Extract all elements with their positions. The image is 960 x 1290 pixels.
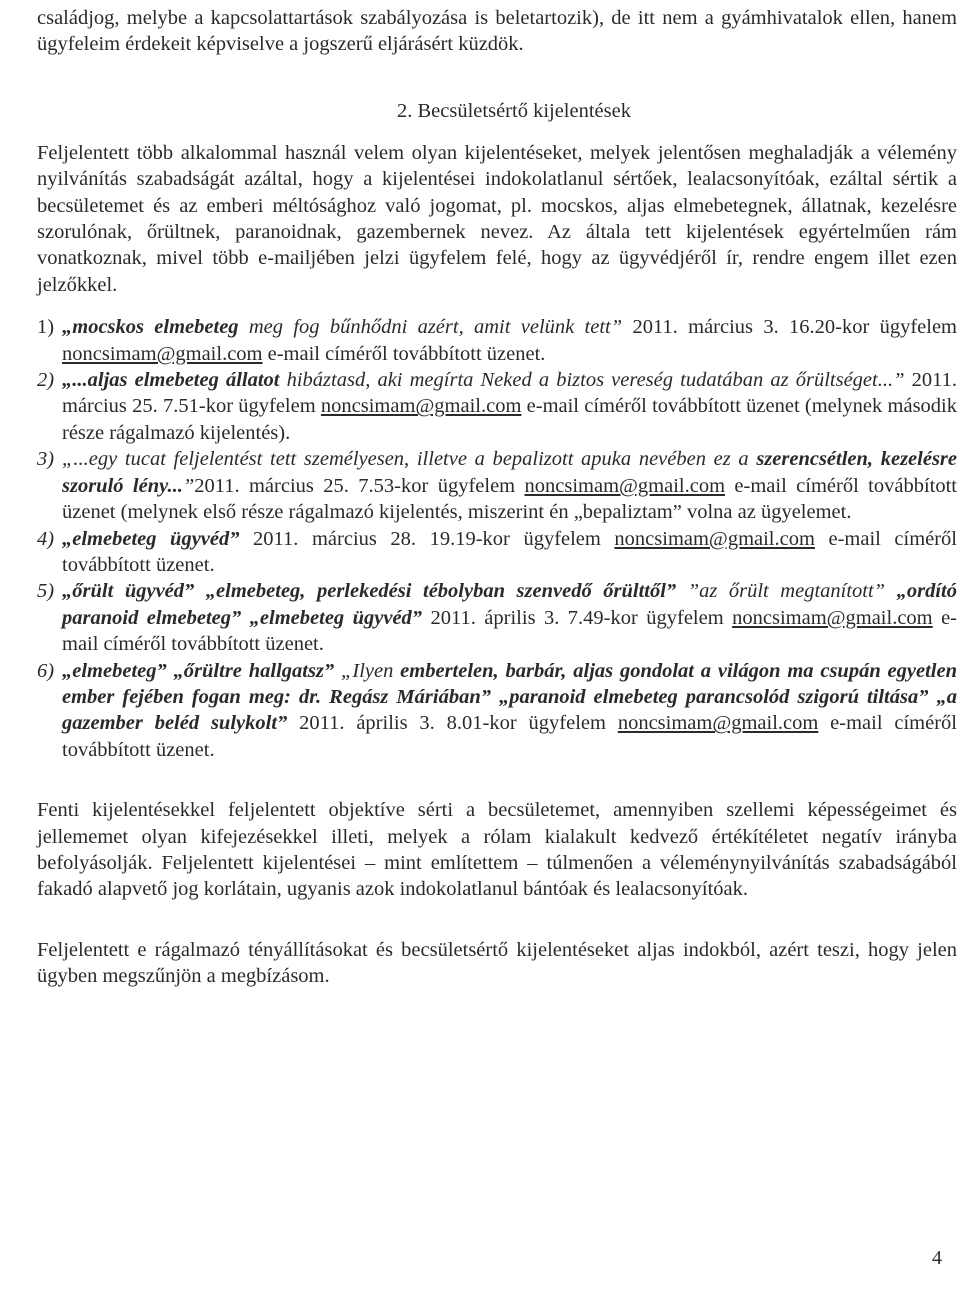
email-link[interactable]: noncsimam@gmail.com: [732, 606, 933, 629]
item-number: 4): [37, 527, 55, 550]
email-link[interactable]: noncsimam@gmail.com: [524, 474, 726, 497]
section-paragraph: Feljelentett több alkalommal használ velem olyan kijelentéseket, melyek jelentősen meghaladják a vélemény nyilvánítás szabadságát azáltal, hogy a kijelentései indokolatlanul sértőek, lealacsonyítóak, ezáltal sértik a becsületemet és az emberi méltósághoz való jogomat, pl. mocskos, aljas elmebetegnek, állatnak, kezelésre szorulónak, őrültnek, paranoidnak, gazembernek nevez. Az általa tett kijelentések egyértelműen rám vonatkoznak, mivel több e-mailjében jelzi ügyfelem felé, hogy az ügyvédjéről ír, rendre engem illet ezen jelzőkkel.: [37, 141, 957, 296]
item-text: 2011. április 3. 8.01-kor ügyfelem: [287, 712, 618, 735]
item-number: 3): [37, 448, 55, 471]
quote-bold: szerencsétlen, kezelésre szoruló lény...: [62, 448, 957, 497]
quote-bold: „...aljas elmebeteg állatot: [62, 369, 280, 392]
item-text: e-mail címéről továbbított üzenet.: [62, 712, 957, 761]
quote-text: meg fog bűnhődni azért, amit velünk tett”: [238, 316, 623, 339]
quote-bold: „mocskos elmebeteg: [62, 316, 239, 339]
closing-paragraph-1: Fenti kijelentésekkel feljelentett objektíve sérti a becsületemet, amennyiben szellemi képességeimet és jellememet olyan kifejezésekkel illeti, melyek a rólam kialakult kedvező értékítéletet negatív irányba befolyásolják. Feljelentett kijelentései – mint említettem – túlmenően a véleménynyilvánítás szabadságából fakadó alapvető jog korlátain, ugyanis azok indokolatlanul bántóak és lealacsonyítóak.: [37, 799, 957, 901]
item-text: 2011. március 25. 7.53-kor ügyfelem: [194, 474, 525, 497]
document-page: [37, 2, 957, 990]
list-item: [37, 314, 957, 367]
list-item: [37, 526, 957, 579]
list-item: [37, 446, 957, 525]
item-text: 2011. március 25. 7.51-kor ügyfelem: [62, 369, 957, 418]
email-link[interactable]: noncsimam@gmail.com: [614, 527, 815, 550]
item-text: e-mail címéről továbbított üzenet.: [62, 606, 957, 656]
quote-bold: „elmebeteg” „őrültre hallgatsz”: [62, 659, 341, 682]
list-item: [37, 658, 957, 764]
list-item: [37, 578, 957, 657]
quote-bold: „őrült ügyvéd” „elmebeteg, perlekedési tébolyban szenvedő őrülttől”: [62, 580, 688, 603]
item-text: 2011. március 3. 16.20-kor ügyfelem: [622, 316, 957, 339]
quote-list: [37, 314, 957, 763]
item-text: e-mail címéről továbbított üzenet.: [62, 527, 958, 576]
item-text: e-mail címéről továbbított üzenet (melynek második része rágalmazó kijelentés).: [62, 395, 957, 444]
intro-paragraph: családjog, melybe a kapcsolattartások szabályozása is beletartozik), de itt nem a gyámhivatalok ellen, hanem ügyfeleim érdekeit képviselve a jogszerű eljárásért küzdök.: [37, 7, 957, 56]
item-number: 2): [37, 369, 55, 392]
item-number: 5): [37, 580, 55, 603]
page-number: 4: [932, 1247, 942, 1269]
email-link[interactable]: noncsimam@gmail.com: [62, 342, 263, 365]
email-link[interactable]: noncsimam@gmail.com: [320, 395, 522, 418]
quote-text: ”: [182, 474, 195, 497]
item-text: e-mail címéről továbbított üzenet (melynek első része rágalmazó kijelentés, miszerint én „bepaliztam” volna az ügyelemet.: [62, 474, 957, 524]
quote-text: hibáztasd, aki megírta Neked a biztos vereség tudatában az őrültséget...”: [279, 369, 905, 392]
email-link[interactable]: noncsimam@gmail.com: [617, 712, 819, 735]
item-text: e-mail címéről továbbított üzenet.: [262, 342, 546, 365]
quote-text: ”az őrült megtanított”: [687, 580, 897, 603]
item-text: 2011. április 3. 7.49-kor ügyfelem: [422, 606, 733, 629]
closing-paragraph-2: Feljelentett e rágalmazó tényállításokat és becsületsértő kijelentéseket aljas indokból, azért teszi, hogy jelen ügyben megszűnjön a megbízásom.: [37, 938, 957, 988]
quote-bold: „elmebeteg ügyvéd”: [62, 527, 240, 550]
section-heading: 2. Becsületsértő kijelentések: [397, 99, 631, 122]
item-number: 1): [37, 316, 55, 339]
quote-text: „Ilyen: [340, 659, 394, 682]
list-item: [37, 367, 957, 446]
quote-bold: embertelen, barbár, aljas gondolat a világon ma csupán egyetlen ember fejében fogan meg: dr. Regász Máriában” „paranoid elmebeteg parancsolód szigorú tiltása” „a gazember beléd sulykolt”: [62, 659, 957, 735]
item-text: 2011. március 28. 19.19-kor ügyfelem: [239, 527, 615, 550]
quote-bold: „ordító paranoid elmebeteg” „elmebeteg ügyvéd”: [62, 580, 957, 629]
quote-text: „...egy tucat feljelentést tett személyesen, illetve a bepalizott apuka nevében ez a: [62, 448, 757, 471]
item-number: 6): [37, 659, 55, 682]
